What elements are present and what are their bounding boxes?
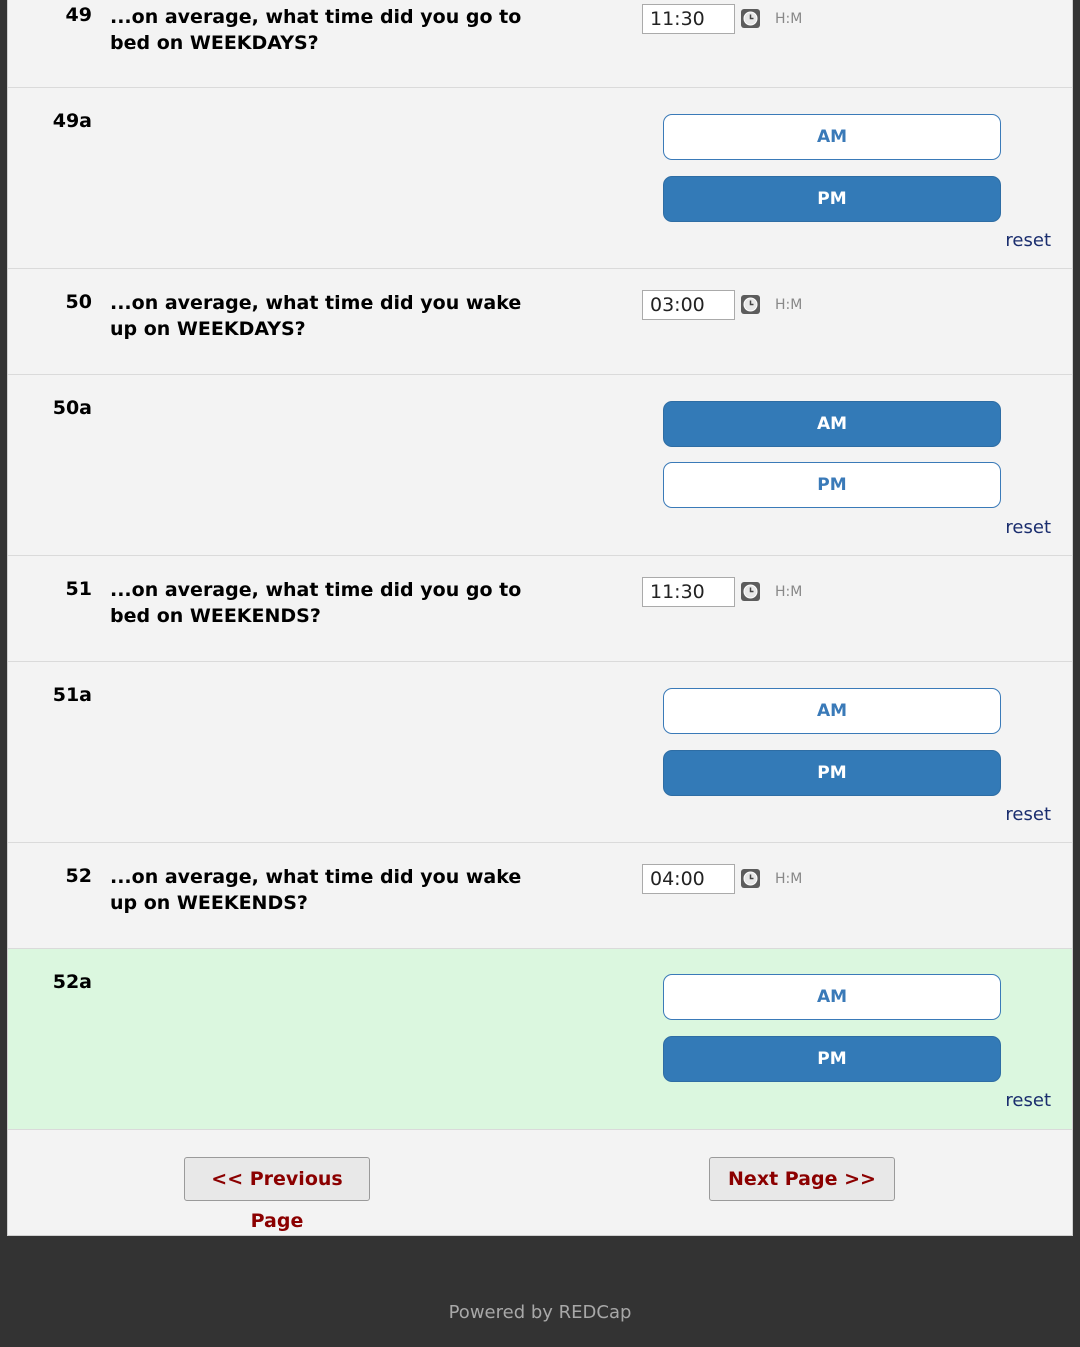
clock-icon[interactable] xyxy=(741,582,760,601)
clock-icon[interactable] xyxy=(741,295,760,314)
time-format-label: H:M xyxy=(775,871,803,887)
question-number: 50 xyxy=(65,291,92,313)
survey-form xyxy=(7,0,1073,1236)
reset-link[interactable]: reset xyxy=(1005,1090,1051,1111)
question-number: 49 xyxy=(65,4,92,26)
time-input-50[interactable] xyxy=(642,290,735,320)
previous-page-button[interactable]: << Previous Page xyxy=(184,1157,370,1201)
footer-powered-by: Powered by REDCap xyxy=(448,1302,632,1323)
reset-link[interactable]: reset xyxy=(1005,804,1051,825)
question-number: 50a xyxy=(52,397,92,419)
question-number: 52a xyxy=(52,971,92,993)
question-row-49 xyxy=(8,0,1072,88)
time-format-label: H:M xyxy=(775,11,803,27)
am-option-button[interactable]: AM xyxy=(663,114,1001,160)
question-row-51 xyxy=(8,556,1072,662)
pm-option-button[interactable]: PM xyxy=(663,462,1001,508)
question-row-49a xyxy=(8,88,1072,269)
question-row-50a xyxy=(8,375,1072,556)
question-number: 51 xyxy=(65,578,92,600)
pm-option-button[interactable]: PM xyxy=(663,176,1001,222)
question-number: 49a xyxy=(52,110,92,132)
question-row-52 xyxy=(8,843,1072,949)
am-option-button[interactable]: AM xyxy=(663,688,1001,734)
question-number: 52 xyxy=(65,865,92,887)
question-number: 51a xyxy=(52,684,92,706)
question-row-50 xyxy=(8,269,1072,375)
am-option-button[interactable]: AM xyxy=(663,401,1001,447)
question-row-52a xyxy=(8,949,1072,1130)
question-text: ...on average, what time did you go to bed on WEEKENDS? xyxy=(110,579,522,627)
time-input-51[interactable] xyxy=(642,577,735,607)
time-format-label: H:M xyxy=(775,297,803,313)
time-input-52[interactable] xyxy=(642,864,735,894)
clock-icon[interactable] xyxy=(741,869,760,888)
time-format-label: H:M xyxy=(775,584,803,600)
reset-link[interactable]: reset xyxy=(1005,230,1051,251)
question-text: ...on average, what time did you go to bed on WEEKDAYS? xyxy=(110,6,522,54)
question-text: ...on average, what time did you wake up on WEEKENDS? xyxy=(110,866,522,914)
question-text: ...on average, what time did you wake up on WEEKDAYS? xyxy=(110,292,522,340)
pm-option-button[interactable]: PM xyxy=(663,750,1001,796)
reset-link[interactable]: reset xyxy=(1005,517,1051,538)
am-option-button[interactable]: AM xyxy=(663,974,1001,1020)
clock-icon[interactable] xyxy=(741,9,760,28)
next-page-button[interactable]: Next Page >> xyxy=(709,1157,895,1201)
time-input-49[interactable] xyxy=(642,4,735,34)
pm-option-button[interactable]: PM xyxy=(663,1036,1001,1082)
question-row-51a xyxy=(8,662,1072,843)
